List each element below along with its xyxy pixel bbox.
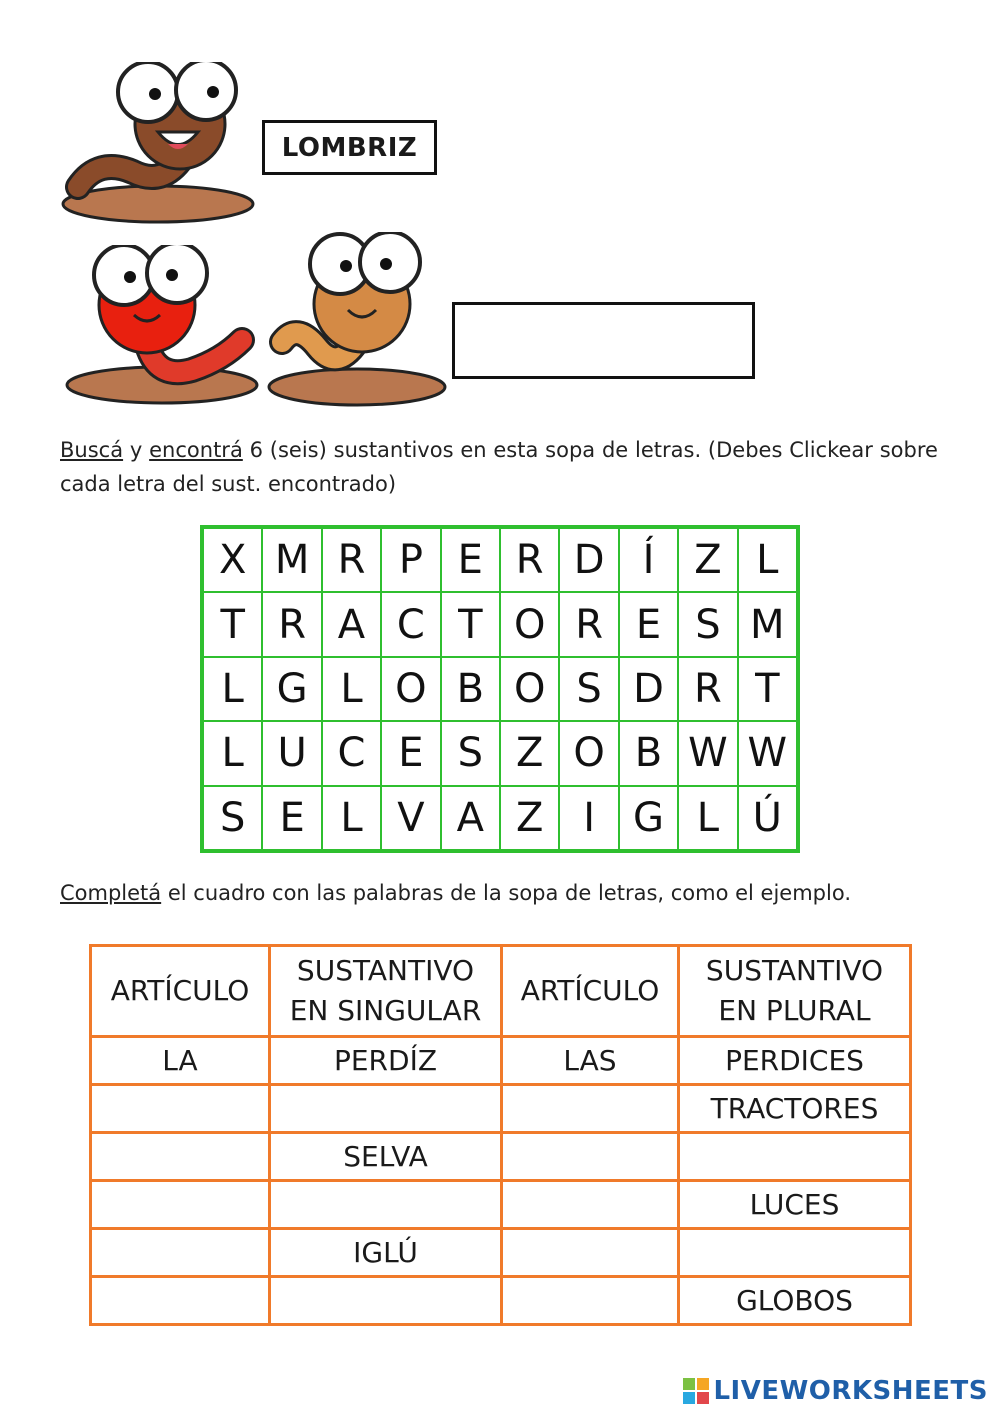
header-plural-line2: EN PLURAL (718, 994, 871, 1027)
plural-noun-cell[interactable] (679, 1133, 911, 1181)
letter-cell[interactable]: W (738, 721, 797, 785)
letter-cell[interactable]: D (619, 657, 678, 721)
plural-noun-cell: PERDICES (679, 1037, 911, 1085)
letter-cell[interactable]: P (381, 528, 440, 592)
brown-worm-image (58, 62, 258, 227)
letter-cell[interactable]: V (381, 786, 440, 850)
article-plural-cell[interactable] (502, 1133, 679, 1181)
table-row (91, 1133, 911, 1181)
letter-cell[interactable]: G (262, 657, 321, 721)
complete-instruction-text: el cuadro con las palabras de la sopa de letras, como el ejemplo. (167, 881, 851, 905)
search-instruction-text: 6 (seis) sustantivos en esta sopa de letras. (Debes Clickear sobre cada letra del sust. encontrado) (60, 438, 938, 496)
letter-cell[interactable]: O (381, 657, 440, 721)
letter-cell[interactable]: L (322, 657, 381, 721)
letter-cell[interactable]: S (678, 592, 737, 656)
letter-cell[interactable]: E (619, 592, 678, 656)
letter-cell[interactable]: E (262, 786, 321, 850)
complete-instruction (60, 876, 938, 910)
letter-cell[interactable]: X (203, 528, 262, 592)
singular-noun-cell: IGLÚ (270, 1229, 502, 1277)
letter-cell[interactable]: Z (500, 721, 559, 785)
plural-noun-cell: TRACTORES (679, 1085, 911, 1133)
letter-cell[interactable]: B (619, 721, 678, 785)
letter-cell[interactable]: O (559, 721, 618, 785)
conjunction: y (129, 438, 143, 462)
liveworksheets-logo (683, 1376, 988, 1406)
article-cell[interactable] (91, 1085, 270, 1133)
singular-noun-cell: SELVA (270, 1133, 502, 1181)
tan-worm-image (262, 232, 452, 407)
letter-cell[interactable]: O (500, 592, 559, 656)
search-verb: Buscá (60, 438, 124, 462)
letter-cell[interactable]: T (738, 657, 797, 721)
plural-answer-input[interactable] (452, 302, 755, 379)
article-cell[interactable] (91, 1133, 270, 1181)
table-row (91, 1277, 911, 1325)
letter-cell[interactable]: G (619, 786, 678, 850)
letter-cell[interactable]: R (678, 657, 737, 721)
article-plural-cell[interactable] (502, 1229, 679, 1277)
singular-noun-cell[interactable] (270, 1085, 502, 1133)
header-article-2: ARTÍCULO (502, 946, 679, 1037)
letter-cell[interactable]: L (738, 528, 797, 592)
letter-cell[interactable]: M (262, 528, 321, 592)
letter-cell[interactable]: T (441, 592, 500, 656)
letter-cell[interactable]: T (203, 592, 262, 656)
letter-cell[interactable]: B (441, 657, 500, 721)
letter-cell[interactable]: S (203, 786, 262, 850)
article-cell[interactable] (91, 1229, 270, 1277)
liveworksheets-logo-icon (683, 1378, 709, 1404)
letter-cell[interactable]: L (678, 786, 737, 850)
letter-cell[interactable]: O (500, 657, 559, 721)
article-plural-cell[interactable] (502, 1277, 679, 1325)
complete-verb: Completá (60, 881, 162, 905)
article-plural-cell: LAS (502, 1037, 679, 1085)
article-cell[interactable] (91, 1277, 270, 1325)
letter-cell[interactable]: E (441, 528, 500, 592)
letter-cell[interactable]: S (441, 721, 500, 785)
letter-cell[interactable]: A (441, 786, 500, 850)
singular-noun-cell: PERDÍZ (270, 1037, 502, 1085)
plural-noun-cell: GLOBOS (679, 1277, 911, 1325)
noun-table (89, 944, 912, 1326)
header-plural-noun (679, 946, 911, 1037)
table-row (91, 1085, 911, 1133)
letter-cell[interactable]: Ú (738, 786, 797, 850)
letter-cell[interactable]: A (322, 592, 381, 656)
article-plural-cell[interactable] (502, 1181, 679, 1229)
header-singular-line1: SUSTANTIVO (296, 954, 475, 987)
plural-noun-cell: LUCES (679, 1181, 911, 1229)
article-plural-cell[interactable] (502, 1085, 679, 1133)
letter-cell[interactable]: W (678, 721, 737, 785)
word-search-grid (200, 525, 800, 853)
find-verb: encontrá (149, 438, 243, 462)
letter-cell[interactable]: Z (678, 528, 737, 592)
letter-cell[interactable]: Z (500, 786, 559, 850)
letter-cell[interactable]: I (559, 786, 618, 850)
table-row (91, 1229, 911, 1277)
article-cell: LA (91, 1037, 270, 1085)
table-row (91, 1037, 911, 1085)
letter-cell[interactable]: E (381, 721, 440, 785)
letter-cell[interactable]: L (203, 721, 262, 785)
letter-cell[interactable]: R (559, 592, 618, 656)
singular-noun-cell[interactable] (270, 1181, 502, 1229)
letter-cell[interactable]: Í (619, 528, 678, 592)
header-article-1: ARTÍCULO (91, 946, 270, 1037)
letter-cell[interactable]: L (322, 786, 381, 850)
letter-cell[interactable]: M (738, 592, 797, 656)
red-worm-image (62, 245, 262, 405)
letter-cell[interactable]: R (322, 528, 381, 592)
table-row (91, 1181, 911, 1229)
header-singular-line2: EN SINGULAR (289, 994, 482, 1027)
letter-cell[interactable]: U (262, 721, 321, 785)
header-plural-line1: SUSTANTIVO (705, 954, 884, 987)
letter-cell[interactable]: R (262, 592, 321, 656)
letter-cell[interactable]: L (203, 657, 262, 721)
singular-noun-cell[interactable] (270, 1277, 502, 1325)
article-cell[interactable] (91, 1181, 270, 1229)
brand-name: LIVEWORKSHEETS (713, 1376, 988, 1406)
letter-cell[interactable]: S (559, 657, 618, 721)
plural-noun-cell[interactable] (679, 1229, 911, 1277)
search-instruction (60, 433, 938, 501)
letter-cell[interactable]: R (500, 528, 559, 592)
letter-cell[interactable]: C (322, 721, 381, 785)
header-singular-noun (270, 946, 502, 1037)
table-header-row (91, 946, 911, 1037)
singular-word-box: LOMBRIZ (262, 120, 437, 175)
letter-cell[interactable]: C (381, 592, 440, 656)
letter-cell[interactable]: D (559, 528, 618, 592)
